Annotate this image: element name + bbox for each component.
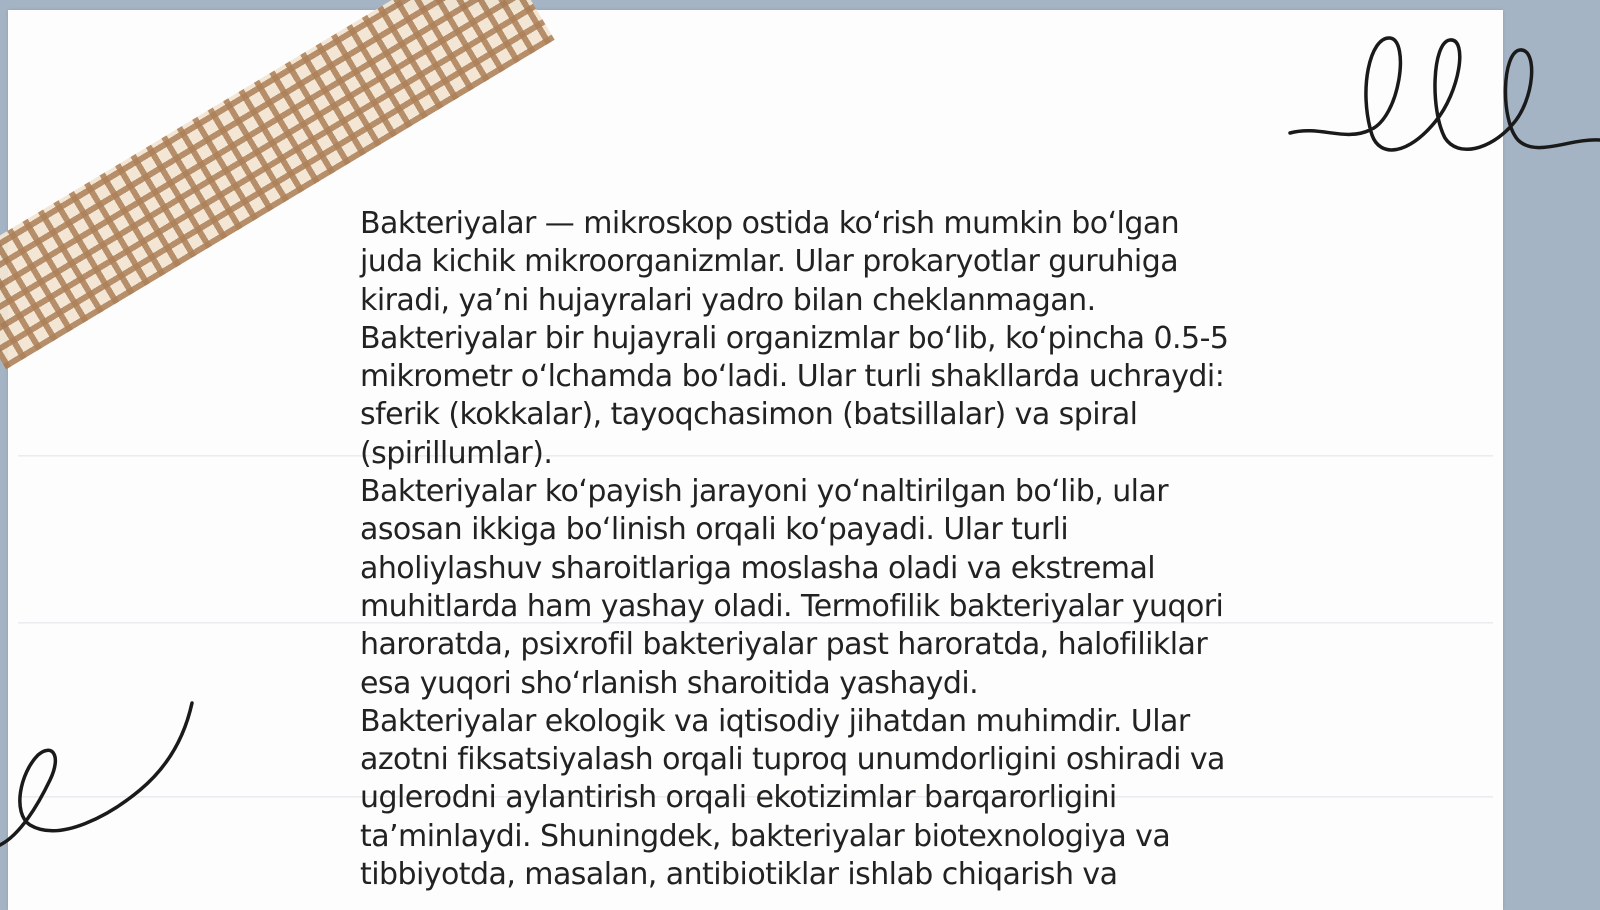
loop-tail-doodle [0,695,200,845]
paragraph: Bakteriyalar ekologik va iqtisodiy jihatdan muhimdir. Ular azotni fiksatsiyalash orqali tuproq unumdorligini oshiradi va uglerodni aylantirish orqali ekotizimlar barqarorligini ta’minlaydi. Shuningdek, bakteriyalar biotexnologiya va tibbiyotda, masalan, antibiotiklar ishlab chiqarish va [360,703,1225,893]
paragraph: Bakteriyalar ko‘payish jarayoni yo‘naltirilgan bo‘lib, ular asosan ikkiga bo‘linish orqali ko‘payadi. Ular turli aholiylashuv sharoitlariga moslasha oladi va ekstremal muhitlarda ham yashay oladi. Termofilik bakteriyalar yuqori haroratda, psixrofil bakteriyalar past haroratda, halofiliklar esa yuqori sho‘rlanish sharoitida yashaydi. [360,474,1224,701]
loop-squiggle-doodle [1290,30,1600,170]
body-text [360,205,1240,894]
paragraph: Bakteriyalar — mikroskop ostida ko‘rish mumkin bo‘lgan juda kichik mikroorganizmlar. Ular prokaryotlar guruhiga kiradi, ya’ni hujayralari yadro bilan cheklanmagan. Bakteriyalar bir hujayrali organizmlar bo‘lib, ko‘pincha 0.5-5 mikrometr o‘lchamda bo‘ladi. Ular turli shakllarda uchraydi: sferik (kokkalar), tayoqchasimon (batsillalar) va spiral (spirillumlar). [360,206,1229,471]
